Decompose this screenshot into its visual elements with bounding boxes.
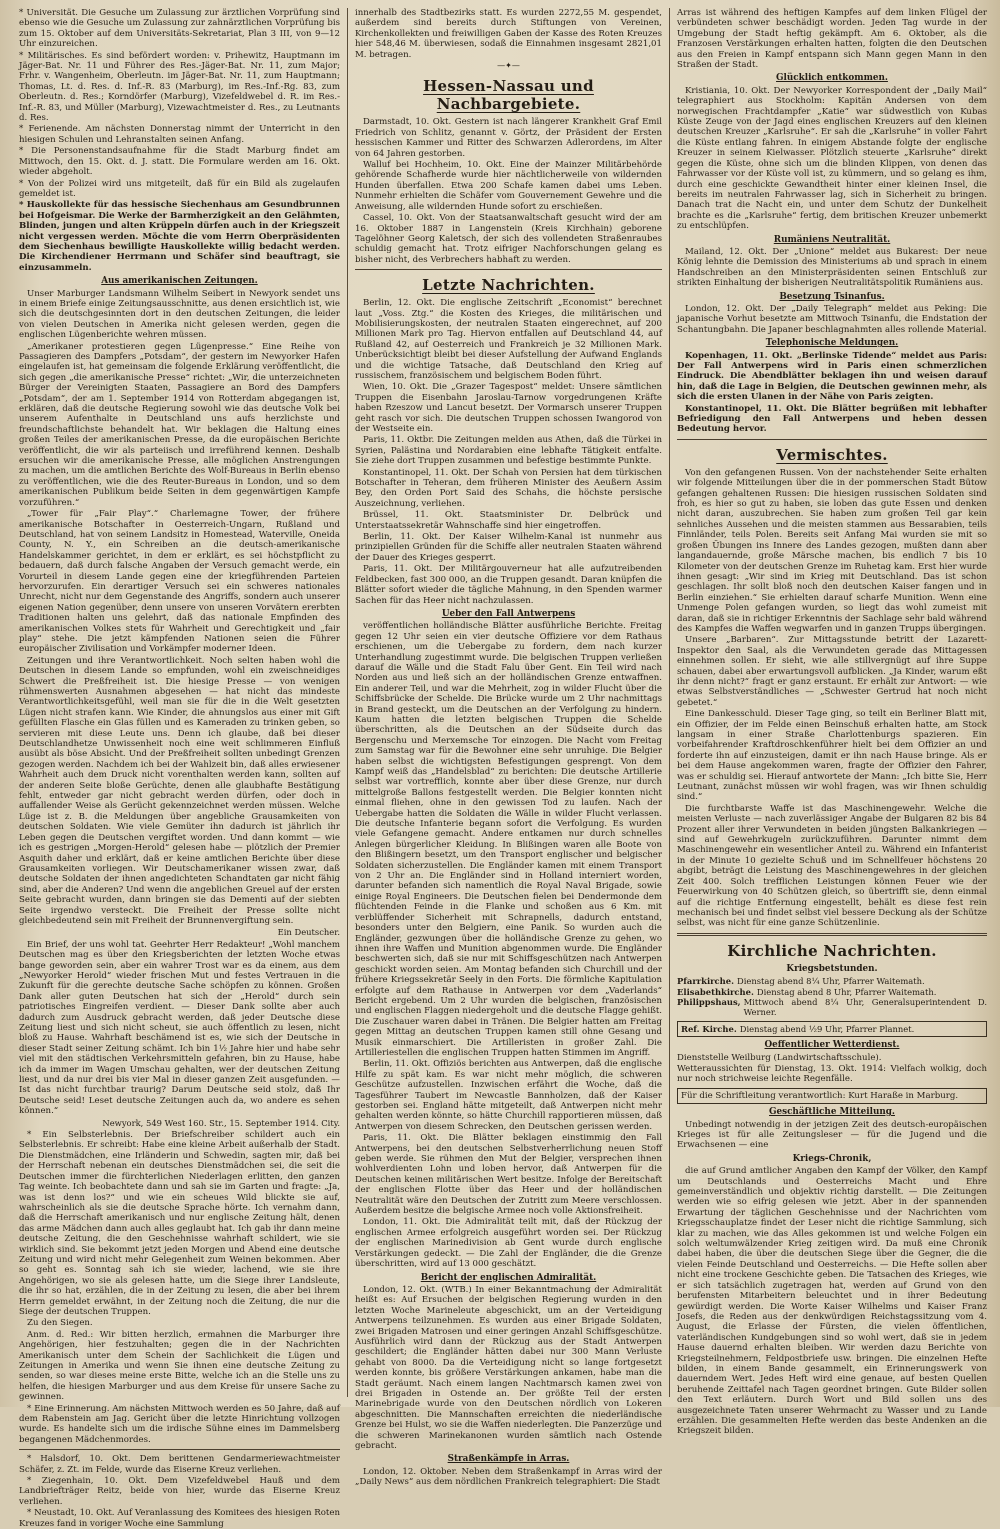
weather-forecast: Wetteraussichten für Dienstag, 13. Okt. 1914: Vielfach wolkig, doch nur noch strichweise leichte Regenfälle.: [677, 1063, 987, 1085]
column-middle: [347, 8, 669, 1488]
article-barbaren: Unsere „Barbaren“. Zur Mittagsstunde betritt der Lazarett-Inspektor den Saal, als die Verwundeten gerade das Mittagessen einnehmen sollen. Er sieht, wie alle stillvergnügt auf ihre Suppe schauen, dabei aber erwartungsvoll aufblicken. „Ja Kinder, warum eßt ihr denn nicht?“ fragt er ganz erstaunt. Er erhält zur Antwort: — wie etwas Selbstverständliches — „Schwester Gertrud hat noch nicht gebetet.“: [677, 635, 987, 708]
divider: [19, 1449, 340, 1450]
article-cassel: Cassel, 10. Okt. Von der Staatsanwaltschaft gesucht wird der am 16. Oktober 1887 in Langenstein (Kreis Kirchhain) geborene Tagelöhner Georg Kaletsch, der sich des vollendeten Straßenraubes schuldig gemacht hat. Trotz eifriger Nachforschungen gelang es bisher nicht, des Verbrechers habhaft zu werden.: [355, 213, 662, 265]
church-name: Philippshaus,: [677, 996, 741, 1007]
church-name: Ref. Kirche.: [681, 1023, 737, 1034]
subheading-wetterdienst: Oeffentlicher Wetterdienst.: [764, 1040, 900, 1051]
church-time: Dienstag abend 8¼ Uhr, Pfarrer Waitemath.: [736, 976, 925, 987]
column-left: [12, 8, 347, 1529]
article-paris-tuerkei: Paris, 11. Oktbr. Die Zeitungen melden aus Athen, daß die Türkei in Syrien, Palästina und Nordarabien eine lebhafte Tätigkeit entfalte. Sie ziehe dort Truppen zusammen und befestige bestimmte Punkte.: [355, 435, 662, 467]
article-london-peking: London, 12. Okt. Der „Daily Telegraph“ meldet aus Peking: Die japanische Vorhut besetzte am Mittwoch Tsinanfu, die Endstation der Schantungbahn. Die Japaner beschlagnahmten alles rollende Material.: [677, 303, 987, 335]
subheading-bericht-admiralitaet: Bericht der englischen Admiralität.: [420, 1272, 597, 1283]
church-row: [677, 976, 987, 986]
church-name: Pfarrkirche.: [677, 976, 734, 987]
subheading-tsinanfu: Besetzung Tsinanfus.: [779, 291, 885, 302]
article-seibert: Unser Marburger Landsmann Wilhelm Seibert in Newyork sendet uns in einem Briefe einige Zeitungsausschnitte, aus denen ersichtlich ist, wie sich die deutschgesinnten dort in den deutschen Zeitungen, die leider von vielen Deutschen in Amerika nicht gelesen werden, gegen die englischen Lügenberichte wehren müssen.: [19, 288, 340, 341]
article-hauskollekte: * Hauskollekte für das hessische Siechenhaus am Gesundbrunnen bei Hofgeismar. Die Werke der Barmherzigkeit an den Gelähmten, Blinden, jungen und alten Krüppeln dürfen auch in der Kriegszeit nicht vergessen werden. Möchte die vom Herrn Oberpräsidenten dem Siechenhaus bewilligte Hauskollekte willig bedacht werden. Die Kirchendiener Herrmann und Schäfer sind beauftragt, sie einzusammeln.: [19, 200, 340, 273]
article-paris-blaetter: Paris, 11. Okt. Die Blätter beklagen einstimmig den Fall Antwerpens, bei den deutschen Selbstverherrlichung neuen Stoff geben werde. Sie rühmen den Mut der Belgier, versprechen ihnen wohlverdienten Lohn und loben hervor, daß Antwerpen für die Deutschen keinen militärischen Wert besitze. Infolge der Bereitschaft der englischen Flotte über das Heer und der holländischen Neutralität wäre den Deutschen der Zutritt zum Meere verschlossen. Außerdem besitze die belgische Armee noch volle Aktionsfreiheit.: [355, 1133, 662, 1217]
article-london-admiralitaet: London, 11. Okt. Die Admiralität teilt mit, daß der Rückzug der englischen Armee erfolgreich ausgeführt worden sei. Der Rückzug der englischen Marinedivision ab Gent wurde durch englische Verstärkungen gedeckt. — Die Zahl der Engländer, die die Grenze überschritten, wird auf 13 000 geschätzt.: [355, 1217, 662, 1270]
article-anmerkung: Anm. d. Red.: Wir bitten herzlich, ermahnen die Marburger ihre Angehörigen, hier festzuhalten; gegen die in der Nachrichten Amerikanisch unter dem Schein der Sachlichkeit die Lügen und Zeitungen in Amerika und wenn Sie ihnen eine deutsche Zeitung zu senden, so war dieses meine erste Bitte, welche ich an die Stelle uns zu helfen, die hiesigen Marburger und aus dem Kreise für unsere Sache zu gewinnen.: [19, 1329, 340, 1403]
divider: [677, 933, 987, 936]
church-time: Dienstag abend 8 Uhr, Pfarrer Waitemath.: [756, 986, 937, 997]
article-london-arras: London, 12. Oktober. Neben dem Straßenkampf in Arras wird der „Daily News“ aus dem nördlichen Frankreich telegraphiert: Die Stadt: [355, 1466, 662, 1488]
subheading-kriegsbetstunden: Kriegsbetstunden.: [786, 963, 878, 974]
article-konstantinopel-blaetter: Konstantinopel, 11. Okt. Die Blätter begrüßen mit lebhafter Befriedigung den Fall Antwerpens und heben dessen Bedeutung hervor.: [677, 403, 987, 435]
article-wien: Wien, 10. Okt. Die „Grazer Tagespost“ meldet: Unsere sämtlichen Truppen die Eisenbahn Jaroslau-Tarnow vorgedrungenen Kräfte haben Rzeszow und Lancut besetzt. Der Vormarsch unserer Truppen geht rasch vor sich. Die deutschen Truppen schossen Iwangorod von der Westseite ein.: [355, 382, 662, 434]
church-name: Elisabethkirche.: [677, 986, 754, 997]
article-erinnerung: * Eine Erinnerung. Am nächsten Mittwoch werden es 50 Jahre, daß auf dem Rabenstein am Jag. Gericht über die letzte Hinrichtung vollzogen wurde. Es handelte sich um die irdische Sühne eines im Dammelsberg begangenen Mädchenmordes.: [19, 1403, 340, 1445]
article-universitaet: * Universität. Die Gesuche um Zulassung zur ärztlichen Vorprüfung sind ebenso wie die Gesuche um Zulassung zur zahnärztlichen Vorprüfung bis zum 15. Oktober auf dem Universitäts-Sekretariat, Plan 3 III, von 9—12 Uhr einzureichen.: [19, 8, 340, 50]
subheading-rumaenien: Rumäniens Neutralität.: [773, 234, 891, 245]
article-personenstand: * Die Personenstandsaufnahme für die Stadt Marburg findet am Mittwoch, den 15. Okt. d. J. statt. Die Formulare werden am 16. Okt. wieder abgeholt.: [19, 146, 340, 178]
church-time: Dienstag abend ½9 Uhr, Pfarrer Plannet.: [739, 1023, 915, 1034]
weather-station: Dienststelle Weilburg (Landwirtschaftsschule).: [677, 1052, 882, 1063]
signature-newyork: Newyork, 549 West 160. Str., 15. September 1914. City.: [102, 1117, 340, 1128]
article-berlin-antwerpen: Berlin, 11. Okt. Offiziös berichten aus Antwerpen, daß die englische Hilfe zu spät kam. Es war nicht mehr möglich, die schweren Geschütze aufzustellen. Inzwischen erfährt die Woche, daß die Tagesführer Taubert im Newcastle Bannholzen, daß der Kaiser gestorben sei. England hätte mitgeteilt, daß Antwerpen nicht mehr gehalten werden könnte, so hätte Churchill rapportieren müssen, daß Antwerpen von diesem Schrecken, den Deutschen gerissen werden.: [355, 1059, 662, 1132]
article-potsdam: „Amerikaner protestieren gegen Lügenpresse.“ Eine Reihe von Passagieren des Dampfers „Potsdam“, der gestern im Newyorker Hafen eingelaufen ist, hat gemeinsam die folgende Erklärung veröffentlicht, die sich gegen „die amerikanische Presse“ richtet: „Wir, die unterzeichneten Bürger der Vereinigten Staaten, Passagiere an Bord des Dampfers „Potsdam“, der am 1. September 1914 von Rotterdam abgegangen ist, erklären, daß die deutsche Regierung sowohl wie das deutsche Volk bei unserem Aufenthalte in Deutschland uns aufs herzlichste und freundschaftlichste behandelt hat. Wir beklagen die Haltung eines großen Teiles der amerikanischen Presse, da die europäischen Berichte veröffentlicht, die wir als parteiisch und irreführend kennen. Deshalb ersuchen wir die amerikanische Presse, alle möglichen Anstrengungen zu machen, um die amtlichen Berichte des Wolf-Bureaus in Berlin ebenso zu veröffentlichen, wie die des Reuter-Bureaus in London, und so dem amerikanischen Publikum beide Seiten in dem gegenwärtigen Kampfe vorzuführen.“: [19, 341, 340, 508]
church-time: Mittwoch abend 8¼ Uhr, Generalsuperintendent D. Werner.: [743, 996, 987, 1018]
subheading-fall-antwerpens: Ueber den Fall Antwerpens: [441, 608, 576, 619]
article-london-bekanntmachung: London, 12. Okt. (WTB.) In einer Bekanntmachung der Admiralität heißt es: Auf Ersuchen der belgischen Regierung wurden in den letzten Woche Marineleute abgeschickt, um an der Verteidigung Antwerpens teilzunehmen. Es wurden aus einer Brigade Soldaten, zwei Brigaden Matrosen und einer geringen Anzahl Schiffsgeschütze. Ausführlich wird dann der Rückzug aus der Stadt Antwerpen geschildert; die Engländer hätten dabei nur 300 Mann Verluste gehabt von 8000. Da die Verteidigung nicht so lange fortgesetzt werden konnte, bis größere Verstärkungen ankamen, habe man die Stadt geräumt. Nach einem langen Nachtmarsch kamen zwei von drei Brigaden in Ostende an. Der größte Teil der ersten Marinebrigade wurde von den Deutschen nördlich von Lokeren abgeschnitten. Die Mannschaften erreichten die niederländische Grenze bei Hulst, wo sie die Waffen niederlegten. Die Panzerzüge und die schweren Marinekanonen wurden sämtlich nach Ostende gebracht.: [355, 1284, 662, 1451]
section-heading-hessen-nassau: Hessen-Nassau und Nachbargebiete.: [423, 77, 594, 114]
subheading-strassenkaempfe: Straßenkämpfe in Arras.: [447, 1454, 570, 1465]
article-kopenhagen: Kopenhagen, 11. Okt. „Berlinske Tidende“ meldet aus Paris: Der Fall Antwerpens wird in Paris einen schmerzlichen Eindruck. Die Abendblätter beklagen ihn und weisen darauf hin, daß die Lage in Belgien, die Deutschen gewinnen mehr, als sich die ersten Ulanen in der Nähe von Paris zeigten.: [677, 350, 987, 403]
article-brief: Ein Brief, der uns wohl tat. Geehrter Herr Redakteur! „Wohl manchem Deutschen mag es über den Kriegsberichten der letzten Woche etwas bange geworden sein, aber ein wahrer Trost war es da einem, aus dem „Newyorker Herold“ wieder frischen Mut und festes Vertrauen in die Zukunft für die gerechte deutsche Sache schöpfen zu können. Großen Dank aller guten Deutschen hat sich der „Herold“ durch sein patriotisches Eingreifen verdient. — Dieser Dank sollte aber auch dadurch zum Ausdruck gebracht werden, daß jeder Deutsche diese Zeitung liest und sich nicht scheut, sie auch öffentlich zu lesen, nicht bloß zu Hause. Wahrhaft beschämend ist es, wie sich der Deutsche in dieser Stadt seiner Zeitung schämt. Ich bin 1½ Jahre hier und habe sehr viel mit den städtischen Verkehrsmitteln gefahren, bin zu Hause, habe ich da immer im Wagen Umschau gehalten, wer der deutschen Zeitung liest, und da nur drei bis vier Mal in dieser ganzen Zeit ausgefunden. — Ist das nicht furchtbar traurig? Darum Deutsche seid stolz, daß Ihr Deutsche seid! Leset deutsche Zeitungen auch da, wo andere es sehen können.“: [19, 939, 340, 1117]
signature-ein-deutscher: Ein Deutscher.: [277, 927, 340, 938]
subheading-telephonische-meldungen: Telephonische Meldungen.: [765, 338, 899, 349]
article-selbsterlebnis: * Ein Selbsterlebnis. Der Briefschreiber schildert auch ein Selbsterlebnis. Er schreibt: Habe eine kleine Arbeit außerhalb der Stadt. Die Dienstmädchen, eine Irländerin und Schwedin, sagten mir, daß bei der Herrschaft nebenan ein deutsches Dienstmädchen sei, die seit die Deutschen immer die fürchterlichen Niederlagen erlitten, den ganzen Tag weinte. Ich beobachtete dann und sah sie im Garten und fragte: „Ja, was ist denn los?“ und wie ein scheues Wild blickte sie auf, wahrscheinlich als sie die deutsche Sprache hörte. Ich vernahm dann, daß die Herrschaft amerikanisch und nur englische Zeitung hält, denen das arme Mädchen dann auch alles geglaubt hat. Ich gab ihr dann meine deutsche Zeitung, die den Geschehnisse wahrhaft schildert, wie sie wirklich sind. Sie bekommt jetzt jeden Morgen und Abend eine deutsche Zeitung und wird nicht mehr Gelegenheit zum Weinen bekommen. Aber so geht es. Sonntag sah ich sie wieder, lachend, wie sie ihre Angehörigen, wo sie als gelesen hatte, um die Siege ihrer Landsleute, die ihr so hat, erzählen, die in der Zeitung zu lesen, die aber bei ihrem Herrn gemeldet erwähnt, in der Zeitung noch die Zeitung, die nur die Siege der deutschen Truppen.: [19, 1130, 340, 1317]
article-kristiania: Kristiania, 10. Okt. Der Newyorker Korrespondent der „Daily Mail“ telegraphiert aus Stockholm: Kapitän Andersen von dem norwegischen Frachtdampfer „Katie“ war südwestlich von Kubas Küste Zeuge von der Jagd eines englischen Kreuzers auf den kleinen deutschen Kreuzer „Karlsruhe“. Er sah die „Karlsruhe“ in voller Fahrt die Küste entlang fahren. In einigem Abstande folgte der englische Kreuzer in seinem Kielwasser. Plötzlich steuerte „Karlsruhe“ direkt gegen die Küste, ohne sich um die blinden Klippen, von denen das Fahrwasser vor der Küste voll ist, zu kümmern, und so gelang es ihm, durch eine geschickte Gewandtheit hinter einer kleinen Insel, die bereits im neutralen Fahrwasser lag, sich in Sicherheit zu bringen. Danach trat die Nacht ein, und unter dem Schutz der Dunkelheit brachte es die „Karlsruhe“ fertig, dem britischen Kreuzer unbemerkt zu entschlüpfen.: [677, 85, 987, 232]
section-heading-vermischtes: Vermischtes.: [776, 445, 888, 464]
church-row: [677, 997, 987, 1018]
article-walluf: Walluf bei Hochheim, 10. Okt. Eine der Mainzer Militärbehörde gehörende Schafherde wurde hier nächtlicherweile von wildernden Hunden überfallen. Etwa 200 Schafe kamen dabei ums Leben. Nunmehr erhielten die Schäfer vom Gouvernement Gewehre und die Anweisung, alle wildernden Hunde sofort zu erschießen.: [355, 160, 662, 212]
subheading-geschaeftliche-mitteilung: Geschäftliche Mitteilung.: [769, 1107, 895, 1118]
article-bruessel: Brüssel, 11. Okt. Staatsminister Dr. Delbrück und Unterstaatssekretär Wahnschaffe sind hier eingetroffen.: [355, 510, 662, 531]
section-heading-kirchliche-nachrichten: Kirchliche Nachrichten.: [727, 941, 937, 960]
article-gefangene-russen: Von den gefangenen Russen. Von der nachstehender Seite erhalten wir folgende Mitteilungen über die in der pommerschen Stadt Bütow gefangen gehaltenen Russen: Die hiesigen russischen Soldaten sind froh, es hier so gut zu haben, sie loben das gute Essen und denken nicht daran, auszubrechen. Sie haben zum großen Teil gar kein sehnliches Aussehen und die meisten stammen aus Bessarabien, teils Finnländer, teils Polen. Bereits seit Anfang Mai wurden sie mit so großen Übungen ins Innere des Landes gezogen, mußten dann aber langandauernde, große Märsche machen, bis endlich 7 bis 10 Kilometer von der deutschen Grenze im Ruhetag kam. Erst hier wurde ihnen gesagt: „Wir sind im Krieg mit Deutschland. Das ist schon geschlagen. Ihr sollt bloß noch den deutschen Kaiser fangen und in Berlin einziehen.“ Sie erhielten darauf scharfe Munition. Wenn eine Unmenge Polen gefangen wurden, so liegt das wohl zumeist mit daran, daß sie in richtiger Erkenntnis der Sachlage sehr bald während des Kampfes die Waffen wegwarfen und in ganzen Trupps übergingen.: [677, 467, 987, 634]
editorial-responsibility: Für die Schriftleitung verantwortlich: Kurt Haraße in Marburg.: [677, 1088, 987, 1104]
article-verantwortlichkeit: Zeitungen und ihre Verantwortlichkeit. Noch selten haben wohl die Deutschen in diesem Lande so empfunden, wohl ein zweischneidiges Schwert die Preßfreiheit ist. Die hiesige Presse — von wenigen rühmenswerten Ausnahmen abgesehen — hat nicht das mindeste Verantwortlichkeitsgefühl, weil man sie für die in die Welt gesetzten Lügen nicht strafen kann. Wie Kinder, die ahnungslos aus einer mit Gift gefüllten Flasche ein Glas füllen und es Kameraden zu trinken geben, so servieren mit diese Leute uns. Denn ich glaube, daß bei dieser Deutschlandhetze Unwissenheit noch eine weit schlimmeren Einfluß ausübt als böse Absicht. Und der Preßfreiheit sollten unbedingt Grenzen gezogen werden. Nachdem ich bei der Wahlzeit bin, daß alles erwiesener Wahrheit auch dem Druck nicht vorenthalten werden kann, sollten auf der anderen Seite bloße Gerüchte, denen alle glaubhafte Bestätigung fehlt, entweder gar nicht gebracht werden dürfen, oder doch in auffallender Weise als Gerücht gekennzeichnet werden müssen. Welche Lüge ist z. B. die Meldungen über angebliche Grausamkeiten von deutschen Soldaten. Wie viele Gemüter ihn dadurch ist jährlich ihr Leben gegen die Deutschen vergiftet worden. Und dann kommt — wie ich es gestrigen „Morgen-Herold“ gelesen habe — plötzlich der Premier Asquith daher und erklärt, daß er keine amtlichen Berichte über diese Grausamkeiten vorliegen. Wir Deutschamerikaner wissen zwar, daß deutsche Soldaten der ihnen angedichteten Schandtaten gar nicht fähig sind, aber die Anderen? Und wenn die angeblichen Greuel auf der ersten Seite gebracht wurden, dann bringen sie das Dementi auf der siebten Seite irgendwo versteckt. Die Freiheit der Presse sollte nicht gleichbedeutend sein mit Freiheit der Brunnenvergiftung sein.: [19, 655, 340, 926]
article-polizei: * Von der Polizei wird uns mitgeteilt, daß für ein Bild als zugelaufen gemeldet ist.: [19, 178, 340, 199]
article-halsdorf: * Halsdorf, 10. Okt. Dem berittenen Gendarmeriewachtmeister Schäfer, z. Zt. im Felde, wurde das Eiserne Kreuz verliehen.: [19, 1454, 340, 1475]
article-berlin-kanal: Berlin, 11. Okt. Der Kaiser Wilhelm-Kanal ist nunmehr aus prinzipiellen Gründen für die Schiffe aller neutralen Staaten während der Dauer des Krieges gesperrt.: [355, 532, 662, 563]
article-ferienende: * Ferienende. Am nächsten Donnerstag nimmt der Unterricht in den hiesigen Schulen und Lehranstalten seinen Anfang.: [19, 124, 340, 145]
article-dankesschuld: Eine Dankesschuld. Dieser Tage ging, so teilt ein Berliner Blatt mit, ein Offizier, der im Felde einen Beinschuß erhalten hatte, am Stock langsam in einer Straße Charlottenburgs spazieren. Ein vorbeifahrender Kraftdroschkenführer hielt bei dem Offizier an und forderte ihn auf einzusteigen, damit er ihn nach Hause bringe. Als er bei dem Hause angekommen waren, fragte der Offizier den Fahrer, was er schuldig sei. Hierauf antwortete der Mann: „Ich bitte Sie, Herr Leutnant, zunächst müssen wir wohl fragen, was wir Ihnen schuldig sind.“: [677, 709, 987, 803]
article-fall-antwerpens: veröffentlichen holländische Blätter ausführliche Berichte. Freitag gegen 12 Uhr seien ein vier deutsche Offiziere vor dem Rathaus erschienen, um die Uebergabe zu fordern, dem nach kurzer Unterhandlung zugestimmt wurde. Die belgischen Truppen verließen darauf die Wälle und die Stadt Falu über Gent. Ein Teil wird nach Norden aus und ließ sich an der holländischen Grenze entwaffnen. Ein anderer Teil, und war die Mehrheit, zog in wilder Flucht über die Schiffsbrücke der Schelde. Die Brücke wurde um 2 Uhr nachmittags in Brand gesteckt, um die Deutschen an der Verfolgung zu hindern. Kaum hatten die letzten belgischen Truppen die Schelde überschritten, als die Deutschen an der Südseite durch das Bergenschu und Merxemsche Tor einzogen. Die Nacht vom Freitag zum Samstag war für die Bewohner eine sehr unruhige. Die Belgier haben selbst die wichtigsten Befestigungen gesprengt. Von dem Kampf weiß das „Handelsblad“ zu berichten: Die deutsche Artillerie selbst war vortrefflich, konnte aber über diese Grenze, nur durch mittelgroße Ballons festgestellt werden. Die Belgier konnten nicht einmal fliehen, ohne in den gewissen Tod zu laufen. Nach der Uebergabe hatten die Soldaten die Wälle in wilder Flucht verlassen. Die deutsche Infanterie begann sofort die Verfolgung. Es wurden viele Gefangene gemacht. Andere entkamen nur durch schnelles Anlegen bürgerlicher Kleidung. In Blißingen waren alle Boote von den Blißingern besetzt, um den Transport englischer und belgischer Soldaten sicherzustellen. Die Engländer kamen mit einem Transport von 2 Uhr an. Die Engländer sind in Holland interniert worden, darunter befanden sich namentlich die Royal Naval Brigade, sowie einige Royal Engineers. Die Deutschen fielen bei Dendermonde dem flüchtenden Feinde in die Flanke und schoßen aus 6 Km. mit verblüffender Sicherheit mit Schrapnells, dadurch entstand, besonders unter den Belgiern, eine Panik. So wurden auch die Engländer, gezwungen über die holländische Grenze zu gehen, wo ihnen ihre Waffen und Munition abgenommen wurde. Die Engländer beschwerten sich, daß sie nur mit Schiffsgeschützen nach Antwerpen geschickt worden seien. Am Montag befanden sich Churchill und der frühere Kriegssekretär Seely in den Forts. Die förmliche Kapitulation erfolgte auf dem Rathause in Antwerpen vor dem „Vaderlands“ Bericht ergebend. Um 2 Uhr wurden die belgischen, französischen und englischen Flaggen niedergeholt und die deutsche Flagge gehißt. Die Zuschauer waren dabei in Tränen. Die Belgier hatten am Freitag gegen Mittag an deutschen Truppen kamen still ohne Gesang und Musik einmarschiert. Die Artilleristen in großer Zahl. Die Artilleriestellen die englischen Truppen hatten Stimmen im Angriff.: [355, 621, 662, 1058]
subheading-amerikanische-zeitungen: Aus amerikanischen Zeitungen.: [101, 276, 258, 287]
church-services-list: [677, 976, 987, 1037]
article-mailand: Mailand, 12. Okt. Der „Unione“ meldet aus Bukarest: Der neue König lehnte die Demission des Ministeriums ab und sprach in einem Handschreiben an den Ministerpräsidenten seinen Entschluß zur strikten Einhaltung der bisherigen Neutralitätspolitik Rumäniens aus.: [677, 246, 987, 289]
subheading-kriegs-chronik: Kriegs-Chronik,: [792, 1153, 872, 1164]
article-konstantinopel: Konstantinopel, 11. Okt. Der Schah von Persien hat dem türkischen Botschafter in Teheran, dem früheren Minister des Aeußern Assim Bey, den Orden Port Said des Schahs, die höchste persische Auszeichnung, verliehen.: [355, 467, 662, 509]
article-zu-den-siegen: Zu den Siegen.: [27, 1318, 93, 1329]
article-militaerisches: * Militärisches. Es sind befördert worden: v. Prihewitz, Hauptmann im Jäger-Bat. Nr. 11 und Führer des Res.-Jäger-Bat. Nr. 11, zum Major; Frhr. v. Wangenheim, Oberleutn. im Jäger-Bat. Nr. 11, zum Hauptmann; Thomas, Lt. d. Res. d. Inf.-R. 83 (Marburg), im Res.-Inf.-Rg. 83, zum Oberleutn. d. Res.; Korndörfer (Marburg), Vizefeldwebel d. R. im Res.-Inf.-R. 83, und Müller (Marburg), Vizewachtmeister d. Res., zu Leutnants d. Res.: [19, 50, 340, 124]
article-paris-feldbecken: Paris, 11. Okt. Der Militärgouverneur hat alle aufzutreibenden Feldbecken, fast 300 000, an die Truppen gesandt. Daran knüpfen die Blätter sofort wieder die tägliche Mahnung, in den Spenden warmer Sachen für das Heer nicht nachzulassen.: [355, 564, 662, 606]
article-darmstadt: Darmstadt, 10. Okt. Gestern ist nach längerer Krankheit Graf Emil Friedrich von Schlitz, genannt v. Görtz, der Präsident der Ersten hessischen Kammer und Ritter des Schwarzen Adlerordens, im Alter von 64 Jahren gestorben.: [355, 117, 662, 159]
article-neustadt: * Neustadt, 10. Okt. Auf Veranlassung des Komitees des hiesigen Roten Kreuzes fand in voriger Woche eine Sammlung: [19, 1508, 340, 1529]
section-heading-letzte-nachrichten: Letzte Nachrichten.: [422, 276, 595, 295]
article-maschinengewehr: Die furchtbarste Waffe ist das Maschinengewehr. Welche die meisten Verluste — nach zuverlässiger Angabe der Bulgaren 82 bis 84 Prozent aller ihrer Verwundeten in beiden jüngsten Balkankriegen — sind auf Gewehrkugeln zurückzuführen. Darunter nimmt dem Maschinengewehr ein wesentlicher Anteil zu. Während ein Infanterist in der Minute 10 gezielte Schuß und im Schnellfeuer höchstens 20 abgibt, beträgt die Leistung des Maschinengewehres in der gleichen Zeit 400. Solch trefflichen Leistungen können Feuer wie der Feuerwirkung von 40 Schützen gleich, so übertrifft sie, denn einmal auf die richtige Entfernung eingestellt, behält es diese fest rein mechanisch bei und findet selbst viel bessere Deckung als der Schütze selbst, was nicht für eine ganze Schützenlinie.: [677, 803, 987, 929]
divider: [355, 269, 662, 270]
article-kriegs-chronik: die auf Grund amtlicher Angaben den Kampf der Völker, den Kampf um Deutschlands und Oesterreichs Macht und Ehre gemeinverständlich und objektiv richtig darstellt. — Die Zeitungen werden wie so eifrig gelesen wie jetzt. Aber in der spannenden Erwartung der täglichen Geschehnisse und der Nachrichten vom Kriegsschauplatze findet der Leser nicht die richtige Sammlung, sich klar zu machen, wie das Alles gekommen ist und welche Folgen ein solch weltumwälzender Krieg zeitigen wird. Da muß eine Chronik dabei haben, die über die deutschen Siege über die Gegner, die die vielen Feinde Deutschland und Oesterreichs. — Die Hefte sollen aber nicht eine trockene Geschichte geben. Die Tatsachen des Krieges, wie er sich tatsächlich zugetragen hat, werden auf Grund von den berufensten Mitarbeitern beleuchtet und in ihrer Bedeutung gewürdigt werden. Die Worte Kaiser Wilhelms und Kaiser Franz Josefs, die Reden aus der denkwürdigen Reichstagssitzung vom 4. August, die Erlasse der Fürsten, die vielen öffentlichen, vaterländischen Kundgebungen sind so wohl wert, daß sie in jedem Hause dauernd erhalten bleiben. Wir werden dazu Berichte von Kriegsteilnehmern, Feldpostbriefe usw. bringen. Die einzelnen Hefte bilden, in einem Bande gesammelt, ein Erinnerungswerk von dauerndem Wert. Jedes Heft wird eine genaue, auf besten Quellen beruhende Zeittafel nach Tagen geordnet bringen. Gute Bilder sollen den Text erläutern. Durch Wort und Bild sollen uns des ausgezeichnete Taten unserer Wehrmacht zu Wasser und zu Lande erzählen. Die gesammelten Hefte werden das beste Andenken an die Kriegszeit bilden.: [677, 1166, 987, 1437]
star-divider: —✦—: [497, 61, 520, 71]
church-row: [677, 987, 987, 997]
church-row-boxed: [677, 1021, 987, 1037]
article-ziegenhain: * Ziegenhain, 10. Okt. Dem Vizefeldwebel Hauß und dem Landbriefträger Reitz, beide von hier, wurde das Eiserne Kreuz verliehen.: [19, 1476, 340, 1507]
article-geschaeftlich-intro: Unbedingt notwendig in der jetzigen Zeit des deutsch-europäischen Krieges ist für alle Zeitungsleser — für die Jugend und die Erwachsenen — eine: [677, 1119, 987, 1151]
subheading-gluecklich-entkommen: Glücklich entkommen.: [776, 73, 888, 84]
article-arras-cont: Arras ist während des heftigen Kampfes auf dem linken Flügel der verbündeten schwer beschädigt worden. Jeden Tag wurde in der Umgebung der Stadt heftig gekämpft. Am 6. Oktober, als die Franzosen Verstärkungen erhalten hatten, folgten die den Deutschen aus den Freien in Kampf entspann sich Mann gegen Mann in den Straßen der Stadt.: [677, 8, 987, 71]
article-tower: „Tower für „Fair Play“.“ Charlemagne Tower, der frühere amerikanische Botschafter in Oesterreich-Ungarn, Rußland und Deutschland, hat von seinem Landsitz in Homestead, Waterville, Oneida County, N. Y., ein Schreiben an die deutsch-amerikanische Handelskammer gerichtet, in dem er erklärt, es sei höchstpflicht zu bedauern, daß durch falsche Angaben der Versuch gemacht werde, ein Vorurteil in diesem Lande gegen eine der kriegführenden Parteien hervorzurufen. Ein derartiger Versuch sei ein schweres nationales Unrecht, nicht nur dem Gegenstande des Angriffs, sondern auch unserer eigenen Nation gegenüber, denn unsere von unseren Vorvätern ererbten Traditionen halten uns gelehrt, daß das nationale Empfinden des amerikanischen Volkes stets für Wahrheit und Gerechtigkeit und „fair play“ stehe. Die jetzt kämpfenden Nationen seien die Führer europäischer Zivilisation und Vorkämpfer moderner Ideen.: [19, 509, 340, 655]
column-right: [669, 8, 994, 1437]
divider: [677, 439, 987, 440]
article-neustadt-cont: innerhalb des Stadtbezirks statt. Es wurden 2272,55 M. gespendet, außerdem sind bereits durch Stiftungen von Vereinen, Kirchenkollekten und freiwilligen Gaben der Kasse des Roten Kreuzes hier 548,46 M. überwiesen, sodaß die Einnahmen insgesamt 2821,01 M. betragen.: [355, 8, 662, 60]
article-berlin-economist: Berlin, 12. Okt. Die englische Zeitschrift „Economist“ berechnet laut „Voss. Ztg.“ die Kosten des Krieges, die militärischen und Mobilisierungskosten, der neutralen Staaten eingerechnet, auf 200 Millionen Mark pro Tag. Hiervon entfallen auf Deutschland 44, auf Rußland 42, auf Oesterreich und Frankreich je 32 Millionen Mark. Unberücksichtigt bleibt bei dieser Aufstellung der Aufwand Englands und die wichtige Tatsache, daß Deutschland den Krieg auf russischem, französischem und belgischem Boden führt.: [355, 298, 662, 381]
